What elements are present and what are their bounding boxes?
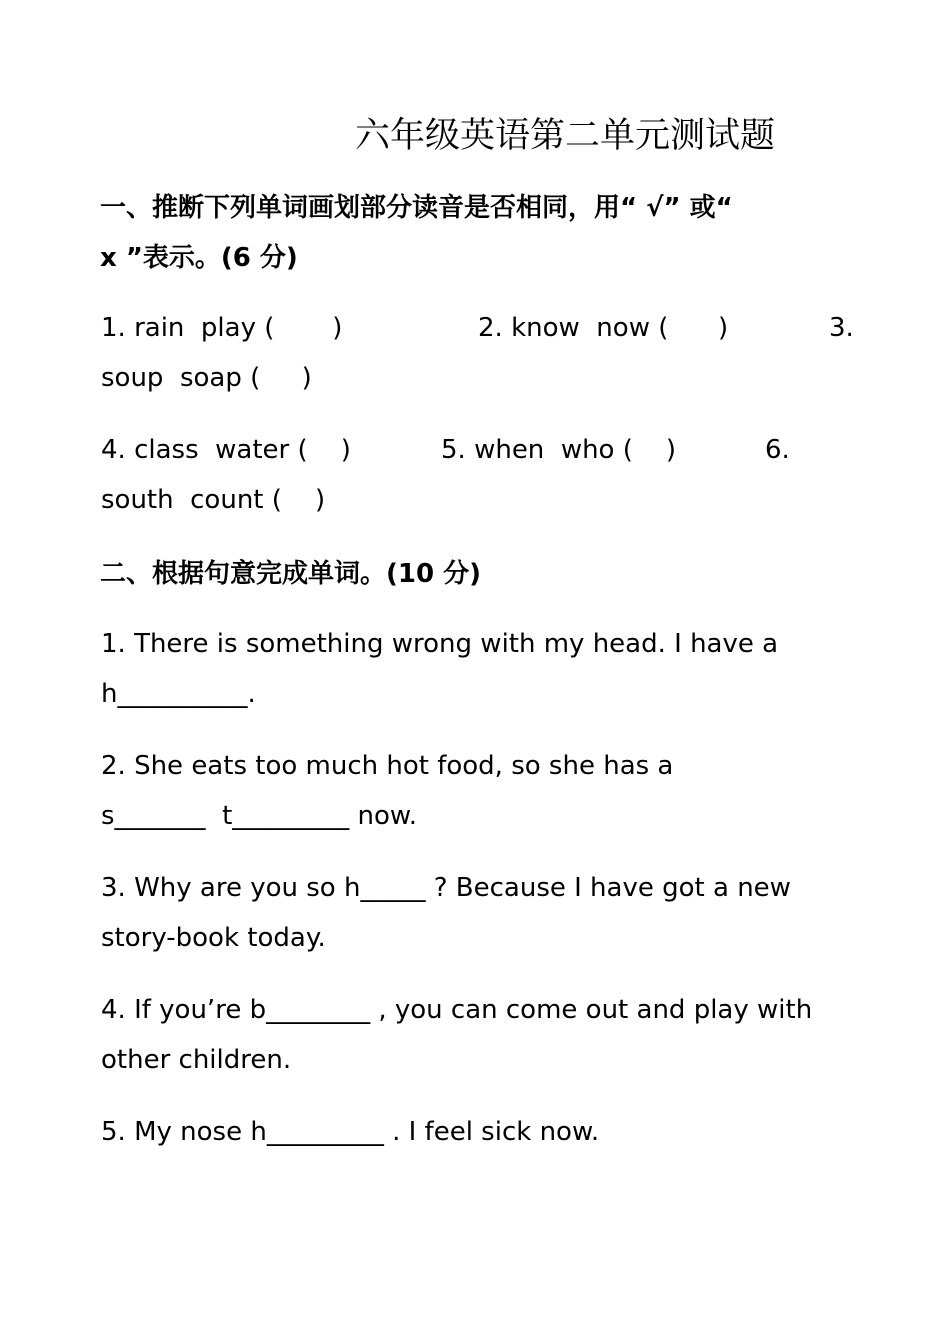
s1-item2: 2. know now ( )	[478, 313, 729, 343]
s2-item2-line1: 2. She eats too much hot food, so she has a	[101, 751, 674, 781]
section2-heading: 二、根据句意完成单词。(10 分)	[100, 559, 481, 589]
s2-item3-line1: 3. Why are you so h_____ ? Because I have got a new	[101, 873, 791, 903]
s2-item3-line2: story-book today.	[101, 923, 326, 953]
s2-item4-line2: other children.	[101, 1045, 292, 1075]
s1-item6: south count ( )	[101, 485, 326, 515]
s1-item1: 1. rain play ( )	[101, 313, 343, 343]
page-title: 六年级英语第二单元测试题	[355, 116, 776, 156]
s2-item1-line2: h__________.	[101, 679, 256, 709]
s1-item5: 5. when who ( )	[441, 435, 677, 465]
section1-heading-line2: x ”表示。(6 分)	[100, 243, 298, 273]
s2-item2-line2: s_______ t_________ now.	[101, 801, 418, 831]
s2-item4-line1: 4. If you’re b________ , you can come out and play with	[101, 995, 813, 1025]
s1-item6-number: 6.	[765, 435, 790, 465]
section1-heading-line1: 一、推断下列单词画划部分读音是否相同，用“ √” 或“	[100, 193, 733, 223]
s1-item4: 4. class water ( )	[101, 435, 351, 465]
s2-item5-line1: 5. My nose h_________ . I feel sick now.	[101, 1117, 600, 1147]
s2-item1-line1: 1. There is something wrong with my head. I have a	[101, 629, 779, 659]
s1-item3-number: 3.	[829, 313, 854, 343]
s1-item3: soup soap ( )	[101, 363, 312, 393]
